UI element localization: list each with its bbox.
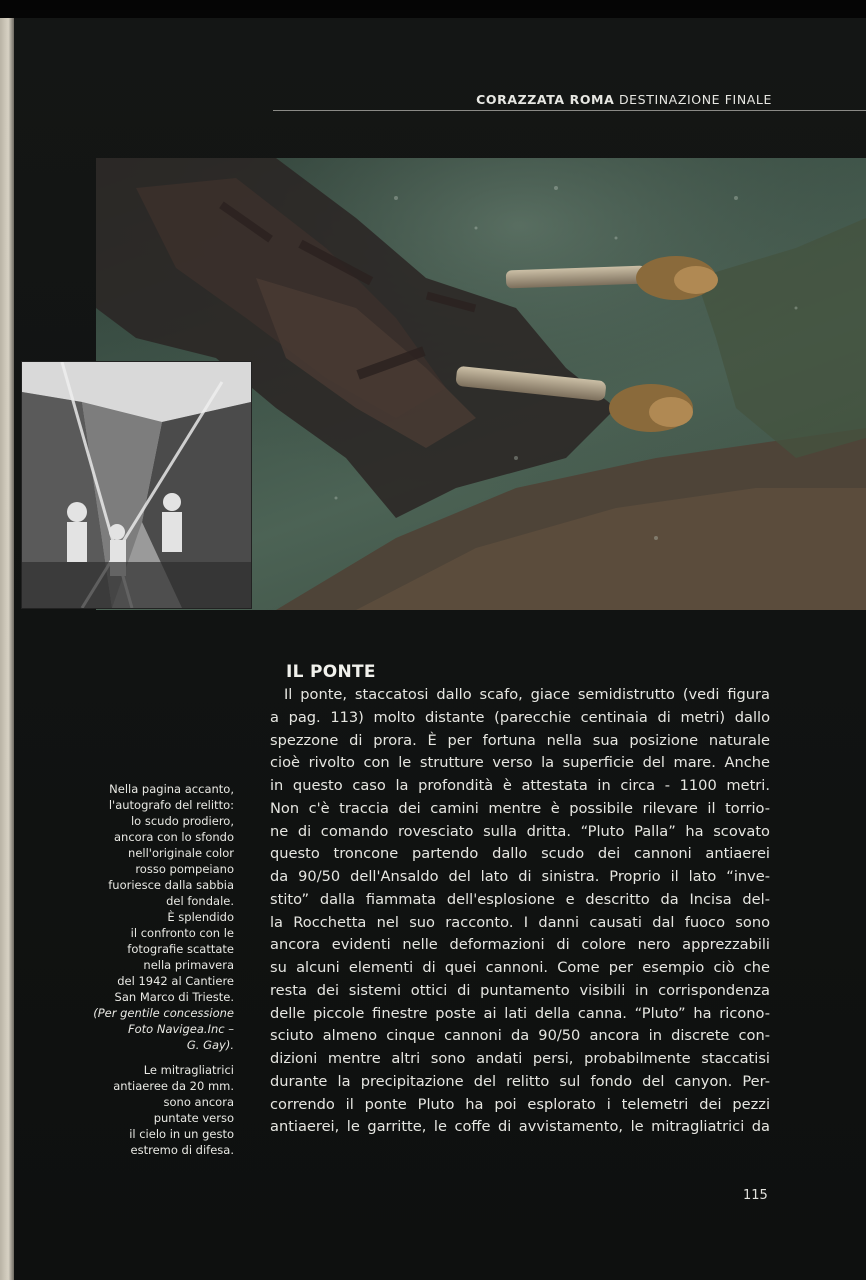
- caption-line: antiaeree da 20 mm.: [113, 1079, 234, 1093]
- caption-line: del fondale.: [166, 894, 234, 908]
- body-line: dizioni mentre altri sono andati persi, probabilmente staccatisi: [270, 1050, 770, 1067]
- caption-line: Le mitragliatrici: [143, 1063, 234, 1077]
- body-line: la Rocchetta nel suo racconto. I danni causati dal fuoco sono: [270, 913, 770, 931]
- body-line: correndo il ponte Pluto ha poi esplorato i telemetri dei pezzi: [270, 1095, 770, 1113]
- caption-line: del 1942 al Cantiere: [117, 974, 234, 988]
- caption-line: San Marco di Trieste.: [114, 990, 234, 1004]
- body-line: Il ponte, staccatosi dallo scafo, giace semidistrutto (vedi figura: [284, 686, 770, 703]
- section-title: IL PONTE: [286, 662, 376, 682]
- running-header-title: CORAZZATA ROMA: [476, 92, 615, 107]
- body-line: stito” dalla fiammata dell'esplosione e descritto da Incisa del-: [270, 890, 770, 908]
- body-line: in questo caso la profondità è attestata in circa - 1100 metri.: [270, 777, 770, 794]
- caption-line: nell'originale color: [128, 846, 234, 860]
- caption-line: nella primavera: [143, 958, 234, 972]
- caption-line: lo scudo prodiero,: [130, 814, 234, 828]
- body-line: durante la precipitazione del relitto sul fondo del canyon. Per-: [270, 1072, 770, 1090]
- caption-line: il cielo in un gesto: [129, 1127, 234, 1141]
- caption-line: ancora con lo sfondo: [113, 830, 234, 844]
- body-line: ne di comando rovesciato sulla dritta. “Pluto Palla” ha scovato: [270, 822, 770, 840]
- caption-line: fotografie scattate: [127, 942, 234, 956]
- caption-line: puntate verso: [153, 1111, 234, 1125]
- caption-line: Nella pagina accanto,: [109, 782, 234, 796]
- historical-photo-illustration: [22, 362, 251, 608]
- running-header-subtitle: DESTINAZIONE FINALE: [618, 92, 772, 107]
- facing-page-edge: [0, 18, 14, 1280]
- caption-line: È splendido: [167, 910, 234, 924]
- caption-machine-guns: [60, 1062, 234, 1158]
- body-line: delle piccole finestre poste ai lati della canna. “Pluto” ha ricono-: [270, 1004, 770, 1022]
- caption-credit-line: (Per gentile concessione: [93, 1006, 234, 1020]
- page-number: 115: [743, 1188, 768, 1203]
- historical-inset-photo: [22, 362, 251, 608]
- body-line: antiaerei, le garritte, le coffe di avvistamento, le mitragliatrici da: [270, 1118, 770, 1136]
- body-line: spezzone di prora. È per fortuna nella sua posizione naturale: [270, 731, 770, 749]
- caption-line: fuoriesce dalla sabbia: [108, 878, 234, 892]
- caption-line: sono ancora: [163, 1095, 234, 1109]
- caption-line: l'autografo del relitto:: [108, 798, 234, 812]
- body-line: da 90/50 dell'Ansaldo del lato di sinistra. Proprio il lato “inve-: [270, 868, 770, 885]
- body-line: ancora evidenti nelle deformazioni di colore nero apprezzabili: [270, 936, 770, 954]
- caption-line: il confronto con le: [130, 926, 234, 940]
- caption-credit-line: Foto Navigea.Inc –: [128, 1022, 234, 1036]
- header-rule: [273, 110, 866, 111]
- body-line: questo troncone partendo dallo scudo dei cannoni antiaerei: [270, 845, 770, 863]
- body-line: a pag. 113) molto distante (parecchie centinaia di metri) dallo: [270, 708, 770, 726]
- section-body: [270, 684, 770, 1139]
- caption-facing-page: [60, 781, 234, 1053]
- body-line: Non c'è traccia dei camini mentre è possibile rilevare il torrio-: [270, 799, 770, 817]
- body-line: sciuto almeno cinque cannoni da 90/50 ancora in discrete con-: [270, 1027, 770, 1045]
- caption-line: rosso pompeiano: [135, 862, 234, 876]
- body-line: resta dei sistemi ottici di puntamento visibili in corrispondenza: [270, 981, 770, 999]
- body-line: su alcuni elementi di quei cannoni. Come per esempio ciò che: [270, 959, 770, 976]
- running-header: [476, 92, 772, 107]
- caption-line: estremo di difesa.: [130, 1143, 234, 1157]
- scan-top-border: [0, 0, 866, 18]
- caption-credit-line: G. Gay).: [186, 1038, 234, 1052]
- body-line: cioè rivolto con le strutture verso la superficie del mare. Anche: [270, 754, 770, 772]
